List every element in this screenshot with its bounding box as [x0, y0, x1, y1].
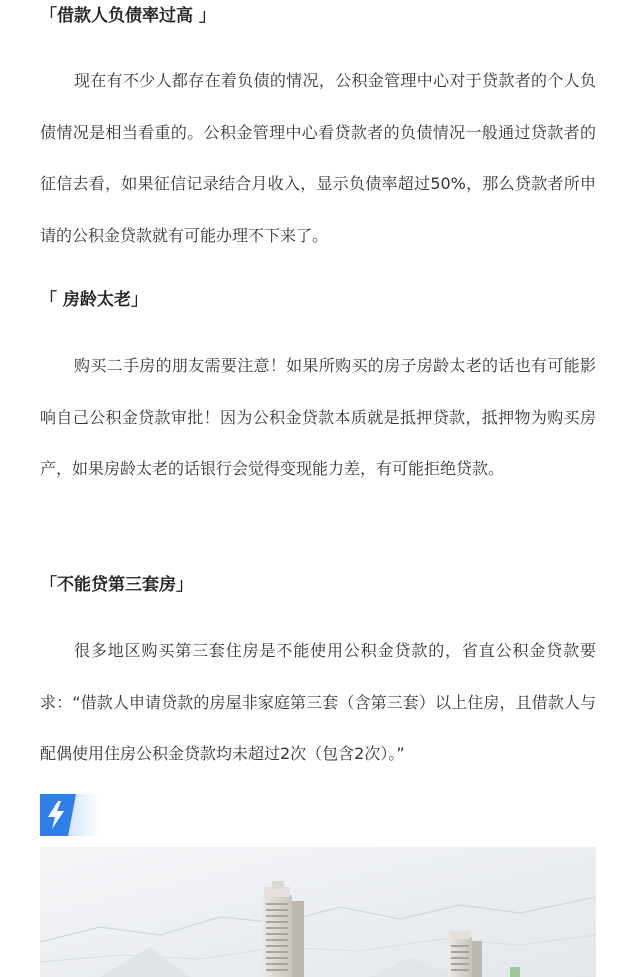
section-paragraph-debt-ratio: 现在有不少人都存在着负债的情况，公积金管理中心对于贷款者的个人负债情况是相当看重的。公积金管理中心看贷款者的负债情况一般通过贷款者的征信去看，如果征信记录结合月收入，显示负债率超过50%，那么贷款者所申请的公积金贷款就有可能办理不下来了。 [40, 71, 596, 245]
section-paragraph-house-age: 购买二手房的朋友需要注意！如果所购买的房子房龄太老的话也有可能影响自己公积金贷款审批！因为公积金贷款本质就是抵押贷款，抵押物为购买房产，如果房龄太老的话银行会觉得变现能力差，有可能拒绝贷款。 [40, 356, 596, 478]
building-models-photo [40, 847, 596, 977]
section-heading-third-house: 「不能贷第三套房」 [40, 575, 193, 595]
lightning-icon [44, 800, 68, 830]
section-paragraph-third-house: 很多地区购买第三套住房是不能使用公积金贷款的，省直公积金贷款要求：“借款人申请贷款的房屋非家庭第三套（含第三套）以上住房，且借款人与配偶使用住房公积金贷款均未超过2次（包含2次）。” [40, 641, 596, 763]
photo-illustration [40, 847, 596, 977]
section-heading-debt-ratio: 「借款人负债率过高 」 [40, 6, 216, 26]
section-heading-house-age: 「 房龄太老」 [40, 290, 148, 310]
